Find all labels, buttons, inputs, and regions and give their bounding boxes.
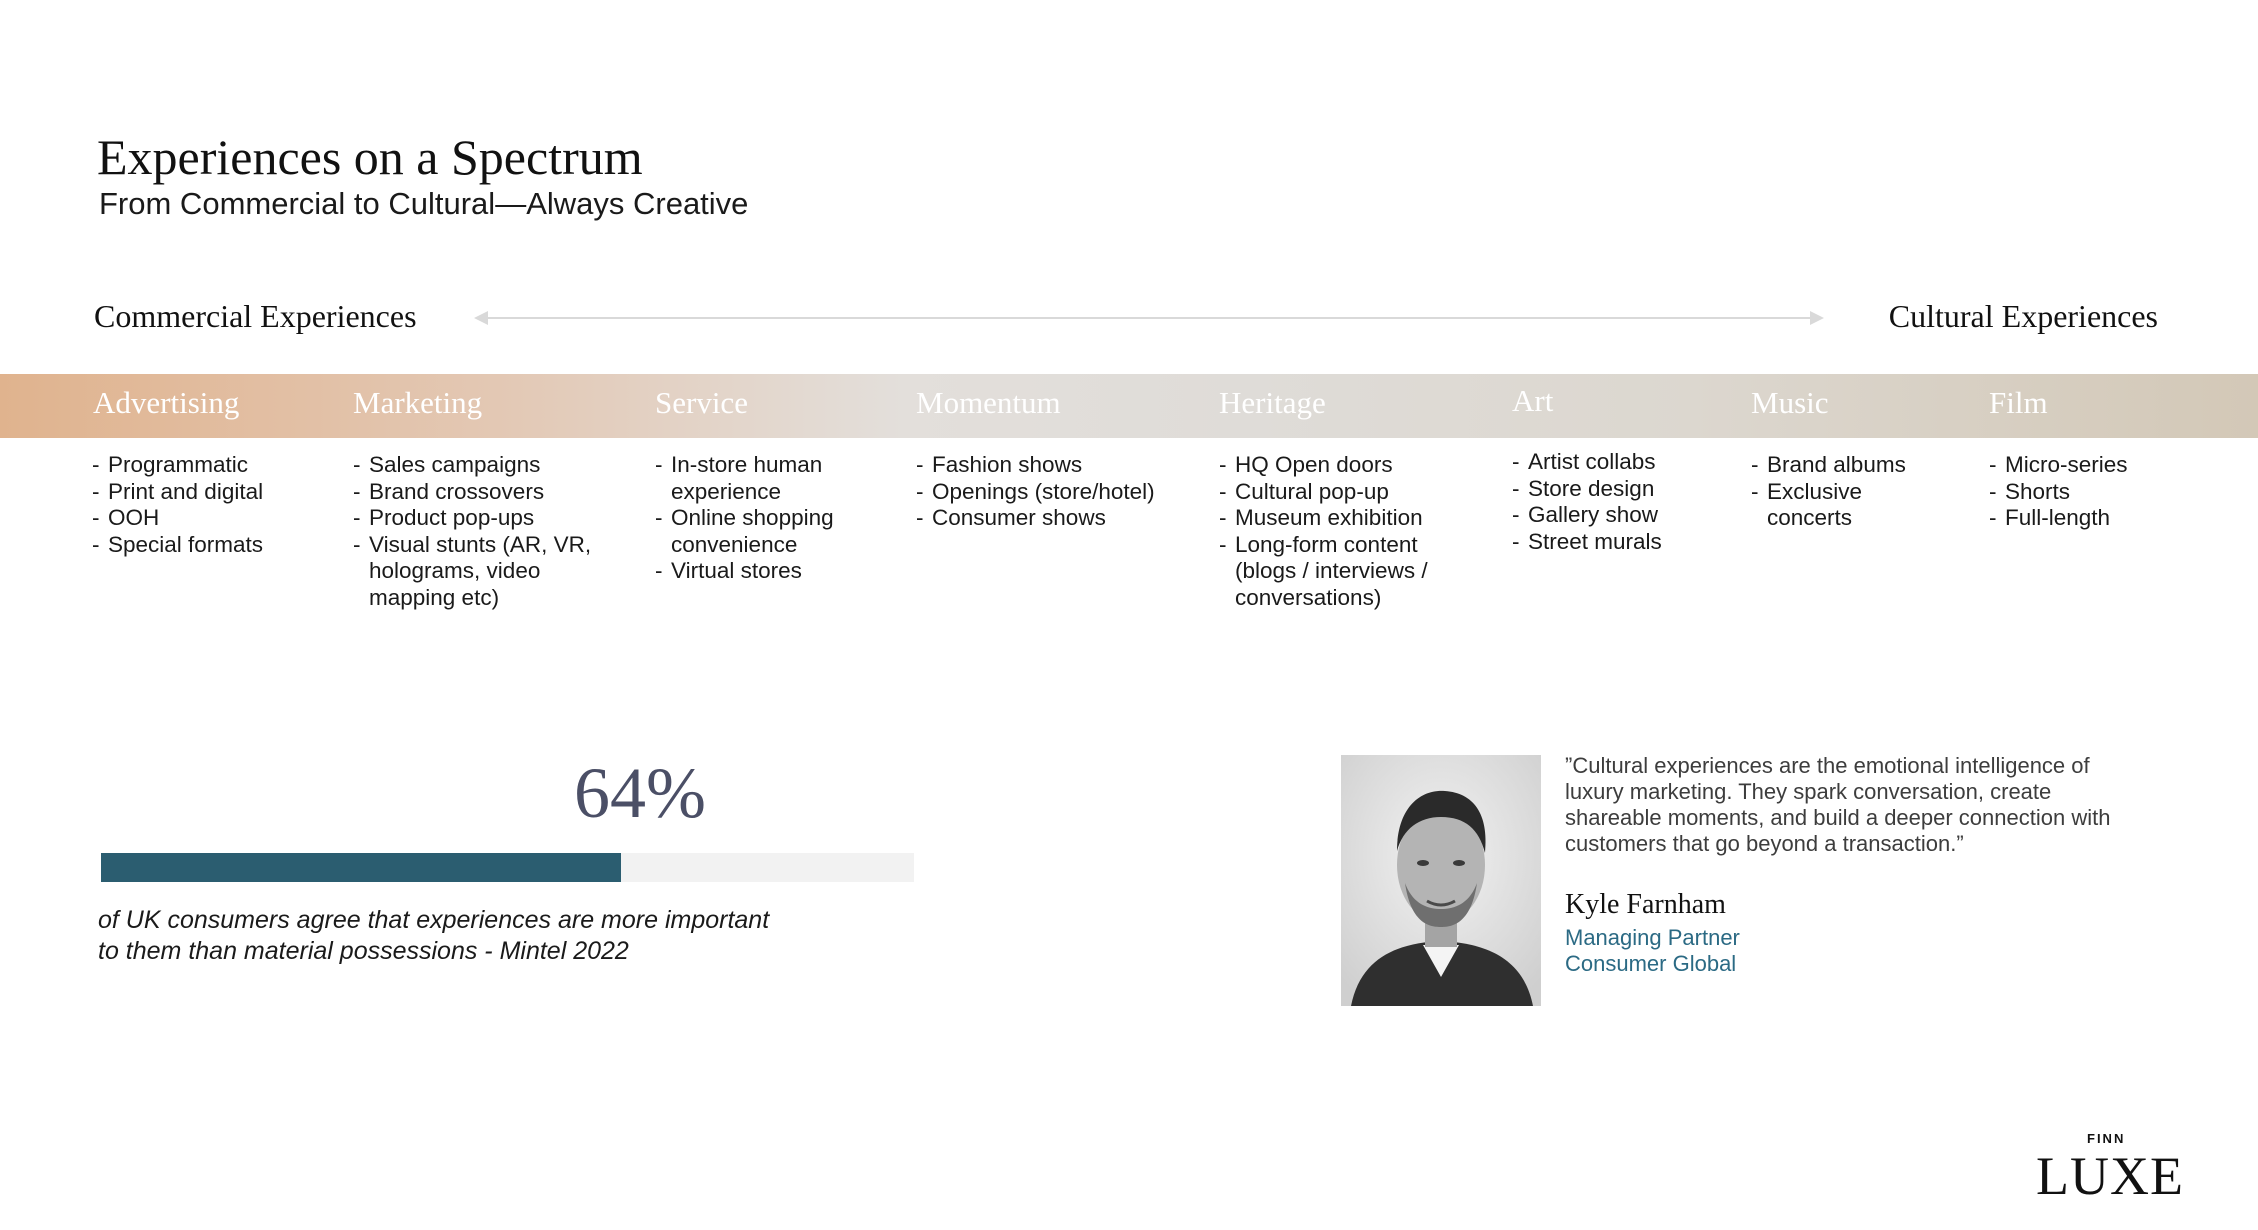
list-item: - Store design bbox=[1512, 476, 1712, 503]
category-label-momentum: Momentum bbox=[916, 385, 1061, 420]
list-item: - Online shopping convenience bbox=[655, 505, 895, 558]
spectrum-arrow-icon bbox=[474, 308, 1824, 328]
category-label-advertising: Advertising bbox=[93, 385, 240, 420]
stat-progress-fill bbox=[101, 853, 621, 882]
list-item: - Special formats bbox=[92, 532, 307, 559]
stat-caption-line: of UK consumers agree that experiences are more important bbox=[98, 906, 770, 934]
list-item: - Programmatic bbox=[92, 452, 307, 479]
page-subtitle: From Commercial to Cultural—Always Creative bbox=[99, 186, 749, 221]
category-list-momentum bbox=[916, 452, 1196, 532]
quote-role-line: Managing Partner bbox=[1565, 925, 1740, 950]
list-item: - Virtual stores bbox=[655, 558, 895, 585]
category-label-music: Music bbox=[1751, 385, 1829, 420]
spectrum-right-label: Cultural Experiences bbox=[1888, 298, 2158, 334]
stat-caption-line: to them than material possessions - Mintel 2022 bbox=[98, 937, 629, 965]
category-list-art bbox=[1512, 449, 1712, 555]
list-item: - Artist collabs bbox=[1512, 449, 1712, 476]
category-label-film: Film bbox=[1989, 385, 2048, 420]
quote-role-line: Consumer Global bbox=[1565, 951, 1737, 976]
brand-logo: LUXE bbox=[2036, 1146, 2184, 1206]
category-list-marketing bbox=[353, 452, 613, 611]
category-list-service bbox=[655, 452, 895, 585]
list-item: - Long-form content (blogs / interviews / conversations) bbox=[1219, 532, 1474, 612]
spectrum-left-label: Commercial Experiences bbox=[94, 298, 417, 334]
list-item: - Shorts bbox=[1989, 479, 2189, 506]
list-item: - Fashion shows bbox=[916, 452, 1196, 479]
stat-progress-bar bbox=[101, 853, 914, 882]
stat-caption bbox=[98, 905, 769, 967]
list-item: - Micro-series bbox=[1989, 452, 2189, 479]
page-title: Experiences on a Spectrum bbox=[97, 129, 643, 185]
list-item: - Brand crossovers bbox=[353, 479, 613, 506]
category-list-music bbox=[1751, 452, 1936, 532]
list-item: - Consumer shows bbox=[916, 505, 1196, 532]
list-item: - OOH bbox=[92, 505, 307, 532]
list-item: - In-store human experience bbox=[655, 452, 895, 505]
list-item: - Exclusive concerts bbox=[1751, 479, 1936, 532]
category-list-heritage bbox=[1219, 452, 1474, 611]
category-label-heritage: Heritage bbox=[1219, 385, 1326, 420]
list-item: - Gallery show bbox=[1512, 502, 1712, 529]
list-item: - Brand albums bbox=[1751, 452, 1936, 479]
list-item: - Full-length bbox=[1989, 505, 2189, 532]
person-portrait-icon bbox=[1341, 755, 1541, 1006]
category-band bbox=[0, 374, 2258, 438]
brand-logo-small: FINN bbox=[2087, 1131, 2126, 1146]
category-list-film bbox=[1989, 452, 2189, 532]
list-item: - Cultural pop-up bbox=[1219, 479, 1474, 506]
quote-author-name: Kyle Farnham bbox=[1565, 889, 1726, 920]
list-item: - Print and digital bbox=[92, 479, 307, 506]
category-list-advertising bbox=[92, 452, 307, 558]
category-label-marketing: Marketing bbox=[353, 385, 483, 420]
list-item: - Openings (store/hotel) bbox=[916, 479, 1196, 506]
quote-author-role bbox=[1565, 925, 1740, 977]
category-label-art: Art bbox=[1512, 383, 1554, 418]
testimonial-quote: ”Cultural experiences are the emotional intelligence of luxury marketing. They spark conversation, create shareable moments, and build a deeper connection with customers that go beyond a transaction.” bbox=[1565, 753, 2111, 856]
list-item: - HQ Open doors bbox=[1219, 452, 1474, 479]
list-item: - Visual stunts (AR, VR, holograms, video mapping etc) bbox=[353, 532, 613, 612]
list-item: - Sales campaigns bbox=[353, 452, 613, 479]
stat-percentage: 64% bbox=[574, 753, 706, 833]
category-label-service: Service bbox=[655, 385, 748, 420]
list-item: - Product pop-ups bbox=[353, 505, 613, 532]
list-item: - Museum exhibition bbox=[1219, 505, 1474, 532]
list-item: - Street murals bbox=[1512, 529, 1712, 556]
portrait-photo bbox=[1341, 755, 1541, 1006]
